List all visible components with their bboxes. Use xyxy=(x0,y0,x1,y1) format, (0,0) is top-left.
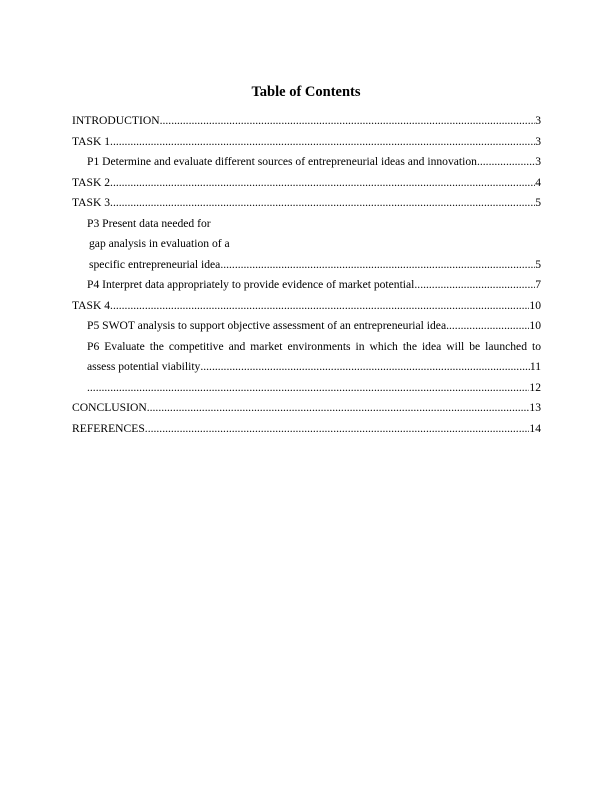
toc-page-number: 10 xyxy=(529,298,541,312)
toc-entry-task-3[interactable] xyxy=(72,193,541,214)
toc-entry-label-line: P6 Evaluate the competitive and market environments in which the idea will be launched to xyxy=(87,339,541,353)
toc-entry-label: P4 Interpret data appropriately to provide evidence of market potential xyxy=(87,278,415,291)
toc-title: Table of Contents xyxy=(251,84,361,100)
toc-entry-task-2[interactable] xyxy=(72,173,541,194)
toc-entry-label: TASK 2 xyxy=(72,175,111,189)
toc-leader-dots xyxy=(145,419,530,440)
toc-entry-introduction[interactable] xyxy=(72,111,541,132)
toc-entry-task-4[interactable] xyxy=(72,296,541,317)
toc-entry-references[interactable] xyxy=(72,419,541,440)
toc-entry-label: assess potential viability xyxy=(87,360,201,373)
toc-page-number: 3 xyxy=(535,155,541,168)
toc-page-number: 10 xyxy=(529,319,541,332)
toc-leader-dots xyxy=(200,357,529,378)
toc-page-number: 11 xyxy=(529,360,541,373)
toc-entry-task-1[interactable] xyxy=(72,132,541,153)
toc-entry-label: INTRODUCTION xyxy=(72,114,160,127)
toc-entry-p4[interactable] xyxy=(72,275,541,296)
toc-entry-label: REFERENCES xyxy=(72,421,145,435)
toc-entry-label: TASK 3 xyxy=(72,196,111,209)
toc-page-number: 4 xyxy=(535,175,541,189)
toc-leader-dots xyxy=(446,316,529,337)
toc-entry-p6[interactable] xyxy=(72,337,541,378)
toc-leader-dots xyxy=(220,255,535,276)
toc-page-number: 3 xyxy=(535,114,541,127)
toc-entry-label: specific entrepreneurial idea xyxy=(89,257,221,271)
toc-leader-dots xyxy=(414,275,535,296)
toc-entry-label-line: P3 Present data needed for xyxy=(87,216,211,230)
toc-leader-dots xyxy=(160,111,536,132)
table-of-contents xyxy=(72,111,541,439)
toc-page-number: 12 xyxy=(529,380,541,394)
toc-entry-p5[interactable] xyxy=(72,316,541,337)
toc-page-number: 7 xyxy=(535,278,541,291)
toc-leader-dots xyxy=(110,173,535,194)
toc-entry-label: P5 SWOT analysis to support objective assessment of an entrepreneurial idea xyxy=(87,319,447,332)
toc-entry-label: CONCLUSION xyxy=(72,401,147,414)
toc-page-number: 14 xyxy=(529,421,541,435)
toc-leader-dots xyxy=(110,296,529,317)
toc-entry-p3[interactable] xyxy=(72,214,541,276)
toc-page-number: 3 xyxy=(535,134,541,148)
toc-page-number: 5 xyxy=(535,196,541,209)
toc-entry-last-line xyxy=(72,357,541,378)
toc-entry-label: TASK 1 xyxy=(72,134,111,148)
toc-leader-dots xyxy=(110,193,535,214)
toc-entry-last-line xyxy=(72,255,541,276)
toc-leader-dots xyxy=(87,378,529,399)
toc-leader-dots xyxy=(147,398,530,419)
toc-entry-unlabeled[interactable] xyxy=(72,378,541,399)
toc-entry-p1[interactable] xyxy=(72,152,541,173)
toc-entry-conclusion[interactable] xyxy=(72,398,541,419)
toc-entry-label: P1 Determine and evaluate different sources of entrepreneurial ideas and innovation xyxy=(87,155,477,168)
toc-leader-dots xyxy=(110,132,535,153)
toc-entry-label-line: gap analysis in evaluation of a xyxy=(89,237,230,250)
toc-entry-label: TASK 4 xyxy=(72,298,111,312)
toc-page-number: 13 xyxy=(529,401,541,414)
toc-leader-dots xyxy=(477,152,535,173)
toc-page-number: 5 xyxy=(535,257,541,271)
